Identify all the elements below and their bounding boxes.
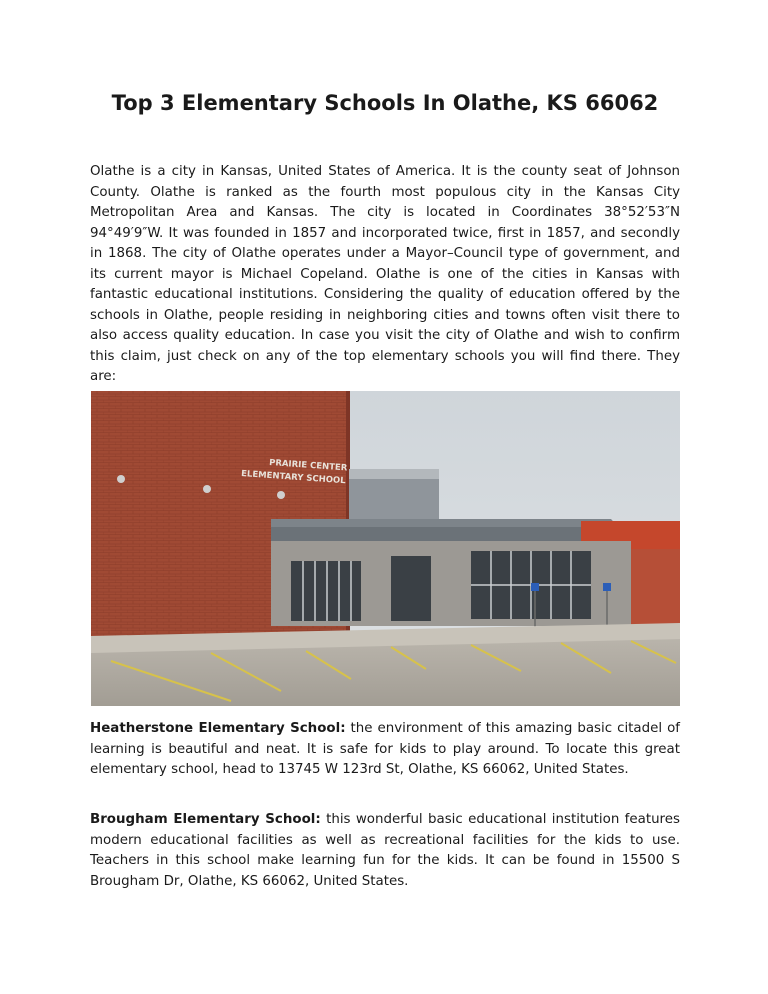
school-name: Brougham Elementary School: bbox=[90, 812, 321, 827]
school-description: the environment of this amazing basic citadel of learning is beautiful and neat. It is safe for kids to play around. To locate this great elementary school, head to 13745 W 123rd St, Olathe, KS 66062, United States. bbox=[90, 721, 680, 777]
photo-sign-line1: PRAIRIE CENTER bbox=[268, 458, 348, 474]
school-entry bbox=[90, 810, 680, 892]
school-building-photo bbox=[91, 391, 680, 706]
school-description: this wonderful basic educational institution features modern educational facilities as well as recreational facilities for the kids to use. Teachers in this school make learning fun for the kids. It can be found in 15500 S Brougham Dr, Olathe, KS 66062, United States. bbox=[90, 812, 680, 889]
document-title: Top 3 Elementary Schools In Olathe, KS 66062 bbox=[111, 91, 659, 115]
photo-sign-line2: ELEMENTARY SCHOOL bbox=[240, 469, 346, 487]
school-entry bbox=[90, 719, 680, 781]
school-name: Heatherstone Elementary School: bbox=[90, 721, 346, 736]
intro-paragraph: Olathe is a city in Kansas, United States of America. It is the county seat of Johnson County. Olathe is ranked as the fourth most populous city in the Kansas City Metropolitan Area and Kansas. The city is located in Coordinates 38°52′53″N 94°49′9″W. It was founded in 1857 and incorporated twice, first in 1857, and secondly in 1868. The city of Olathe operates under a Mayor–Council type of government, and its current mayor is Michael Copeland. Olathe is one of the cities in Kansas with fantastic educational institutions. Considering the quality of education offered by the schools in Olathe, people residing in neighboring cities and towns often visit there to also access quality education. In case you visit the city of Olathe and wish to confirm this claim, just check on any of the top elementary schools you will find there. They are: bbox=[90, 164, 680, 384]
